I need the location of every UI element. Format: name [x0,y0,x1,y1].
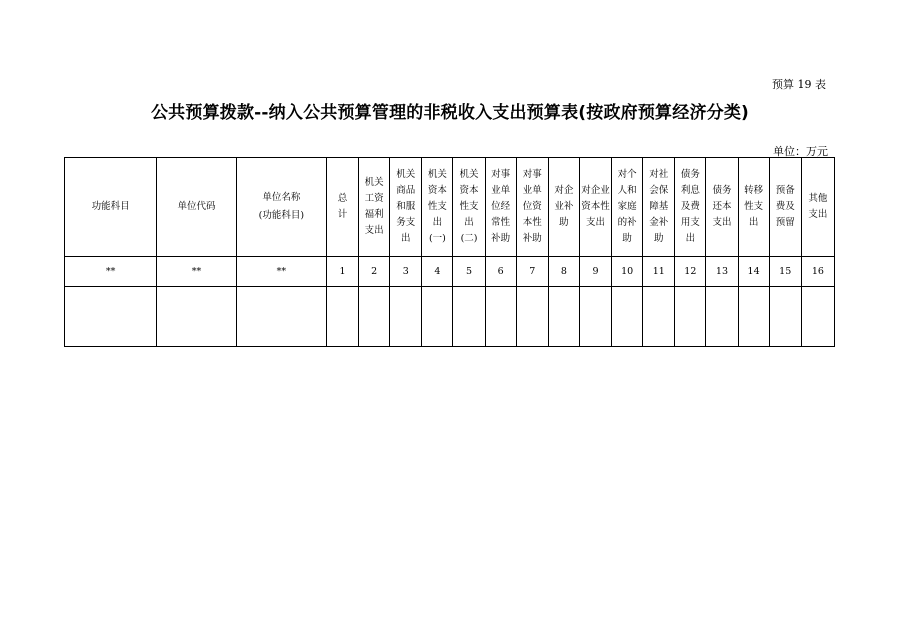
data-cell [485,287,516,347]
code-cell: 9 [579,257,611,287]
code-cell: 1 [327,257,359,287]
data-cell [548,287,579,347]
header-cell: 转移性支出 [738,158,769,257]
header-cell: 对个人和家庭的补助 [612,158,643,257]
header-cell: 机关商品和服务支出 [390,158,422,257]
data-cell [453,287,485,347]
unit-label: 单位：万元 [773,145,828,158]
code-cell: 14 [738,257,769,287]
data-cell [769,287,801,347]
code-cell: 4 [422,257,453,287]
data-cell [65,287,157,347]
header-cell: 其他支出 [801,158,834,257]
data-cell [675,287,706,347]
header-cell: 单位代码 [157,158,236,257]
data-cell [706,287,738,347]
data-cell [390,287,422,347]
header-cell: 债务利息及费用支出 [675,158,706,257]
data-cell [157,287,236,347]
code-cell: 7 [516,257,548,287]
header-cell: 功能科目 [65,158,157,257]
code-cell: 5 [453,257,485,287]
budget-table [64,157,835,347]
code-cell: ** [236,257,326,287]
data-cell [236,287,326,347]
data-cell [579,287,611,347]
data-cell [359,287,390,347]
data-cell [327,287,359,347]
data-cell [612,287,643,347]
header-cell: 预备费及预留 [769,158,801,257]
code-cell: 2 [359,257,390,287]
header-cell: 机关工资福利支出 [359,158,390,257]
header-cell: 对事业单位经常性补助 [485,158,516,257]
code-cell: 6 [485,257,516,287]
code-cell: 3 [390,257,422,287]
code-cell: ** [65,257,157,287]
code-cell: 16 [801,257,834,287]
form-number: 预算 19 表 [772,78,826,91]
page-title: 公共预算拨款--纳入公共预算管理的非税收入支出预算表(按政府预算经济分类) [150,103,750,123]
header-cell: 单位名称 (功能科目) [236,158,326,257]
table-header-row [65,158,835,257]
data-cell [738,287,769,347]
code-cell: 12 [675,257,706,287]
header-cell: 对社会保障基金补助 [643,158,675,257]
header-cell: 债务还本支出 [706,158,738,257]
code-cell: ** [157,257,236,287]
header-cell: 机关资本性支出(一) [422,158,453,257]
header-cell: 对事业单位资本性补助 [516,158,548,257]
header-cell: 总计 [327,158,359,257]
header-cell: 机关资本性支出(二) [453,158,485,257]
table-data-row [65,287,835,347]
data-cell [516,287,548,347]
header-cell: 对企业资本性支出 [579,158,611,257]
header-cell: 对企业补助 [548,158,579,257]
code-cell: 13 [706,257,738,287]
code-cell: 11 [643,257,675,287]
code-cell: 8 [548,257,579,287]
data-cell [422,287,453,347]
table-code-row [65,257,835,287]
code-cell: 15 [769,257,801,287]
data-cell [801,287,834,347]
data-cell [643,287,675,347]
code-cell: 10 [612,257,643,287]
